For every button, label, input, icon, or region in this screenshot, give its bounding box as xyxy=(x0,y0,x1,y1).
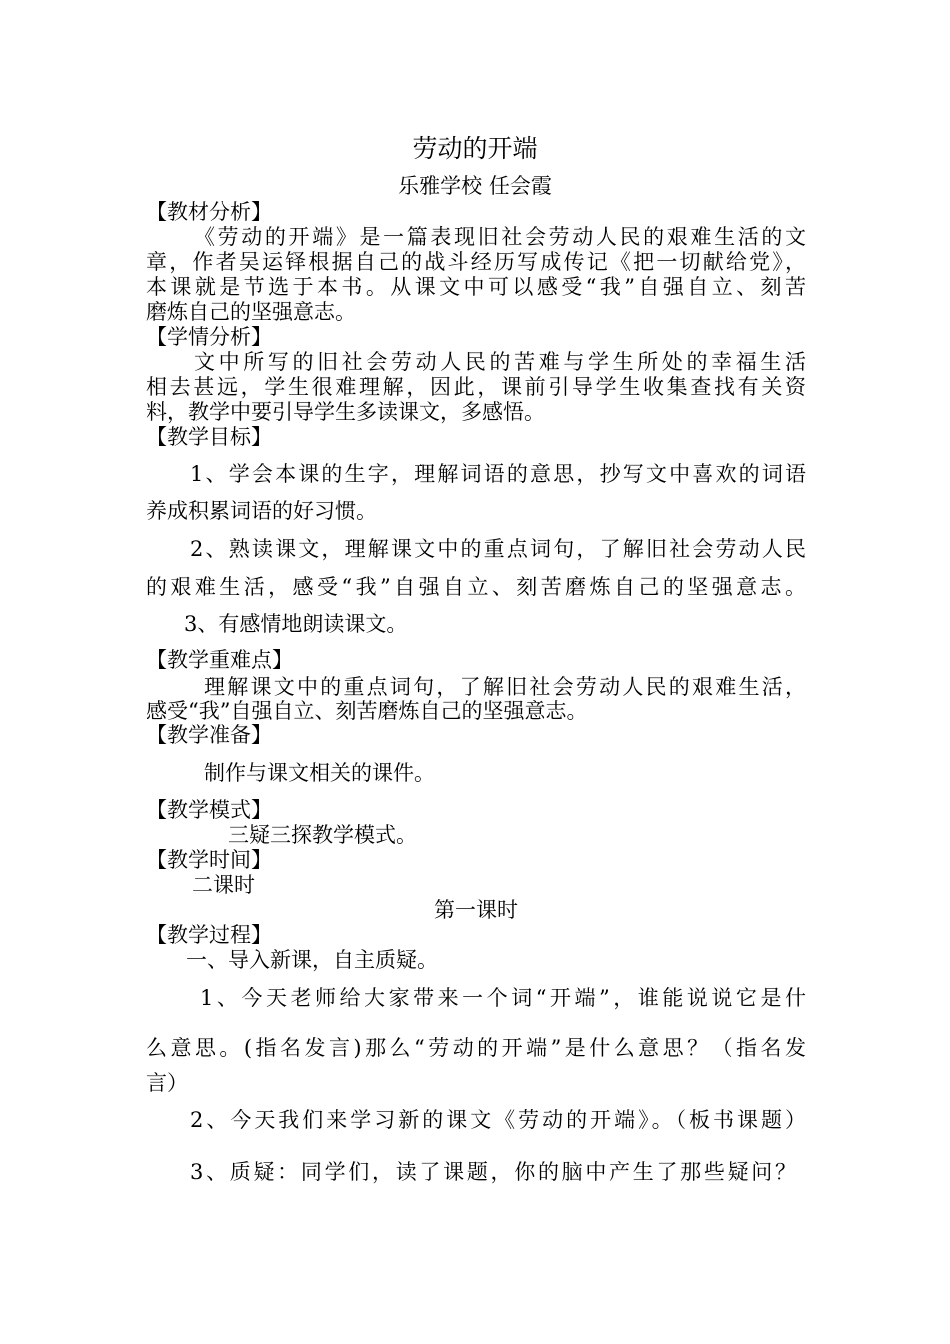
paragraph-line: 理解课文中的重点词句，了解旧社会劳动人民的艰难生活， xyxy=(204,675,806,699)
paragraph-line: 三疑三探教学模式。 xyxy=(228,823,417,847)
paragraph-line: 二课时 xyxy=(192,873,255,897)
doc-author: 乐雅学校 任会霞 xyxy=(398,174,552,198)
section-heading: 【学情分析】 xyxy=(146,325,272,349)
section-heading: 【教材分析】 xyxy=(146,200,272,224)
section-heading: 【教学重难点】 xyxy=(146,648,293,672)
paragraph-line: 1、今天老师给大家带来一个词“开端”，谁能说说它是什 xyxy=(200,986,806,1010)
paragraph-line: 本课就是节选于本书。从课文中可以感受“我”自强自立、刻苦 xyxy=(146,275,806,299)
paragraph-line: 料，教学中要引导学生多读课文，多感悟。 xyxy=(146,400,545,424)
goal-line: 3、有感情地朗读课文。 xyxy=(184,612,408,636)
step-heading: 一、导入新课，自主质疑。 xyxy=(186,948,438,972)
goal-line: 1、学会本课的生字，理解词语的意思，抄写文中喜欢的词语 xyxy=(190,462,806,486)
goal-line: 的艰难生活，感受“我”自强自立、刻苦磨炼自己的坚强意志。 xyxy=(146,575,806,599)
goal-line: 2、熟读课文，理解课文中的重点词句，了解旧社会劳动人民 xyxy=(190,537,806,561)
paragraph-line: 言） xyxy=(146,1071,188,1095)
section-heading: 【教学模式】 xyxy=(146,798,272,822)
paragraph-line: 《劳动的开端》是一篇表现旧社会劳动人民的艰难生活的文 xyxy=(194,225,806,249)
section-heading: 【教学目标】 xyxy=(146,425,272,449)
section-heading: 【教学时间】 xyxy=(146,848,272,872)
goal-line: 养成积累词语的好习惯。 xyxy=(146,499,377,523)
paragraph-line: 么意思。(指名发言)那么“劳动的开端”是什么意思？（指名发 xyxy=(146,1036,806,1060)
paragraph-line: 磨炼自己的坚强意志。 xyxy=(146,300,356,324)
section-heading: 【教学准备】 xyxy=(146,723,272,747)
paragraph-line: 制作与课文相关的课件。 xyxy=(204,761,435,785)
paragraph-line: 文中所写的旧社会劳动人民的苦难与学生所处的幸福生活 xyxy=(194,350,806,374)
paragraph-line: 3、质疑：同学们，读了课题，你的脑中产生了那些疑问？ xyxy=(190,1160,796,1184)
section-heading: 【教学过程】 xyxy=(146,923,272,947)
paragraph-line: 相去甚远，学生很难理解，因此，课前引导学生收集查找有关资 xyxy=(146,375,806,399)
paragraph-line: 2、今天我们来学习新的课文《劳动的开端》。（板书课题） xyxy=(190,1108,806,1132)
paragraph-line: 章，作者吴运铎根据自己的战斗经历写成传记《把一切献给党》， xyxy=(146,250,806,274)
doc-title: 劳动的开端 xyxy=(412,134,538,163)
paragraph-line: 感受“我”自强自立、刻苦磨炼自己的坚强意志。 xyxy=(146,699,588,723)
lesson-heading: 第一课时 xyxy=(434,898,518,922)
